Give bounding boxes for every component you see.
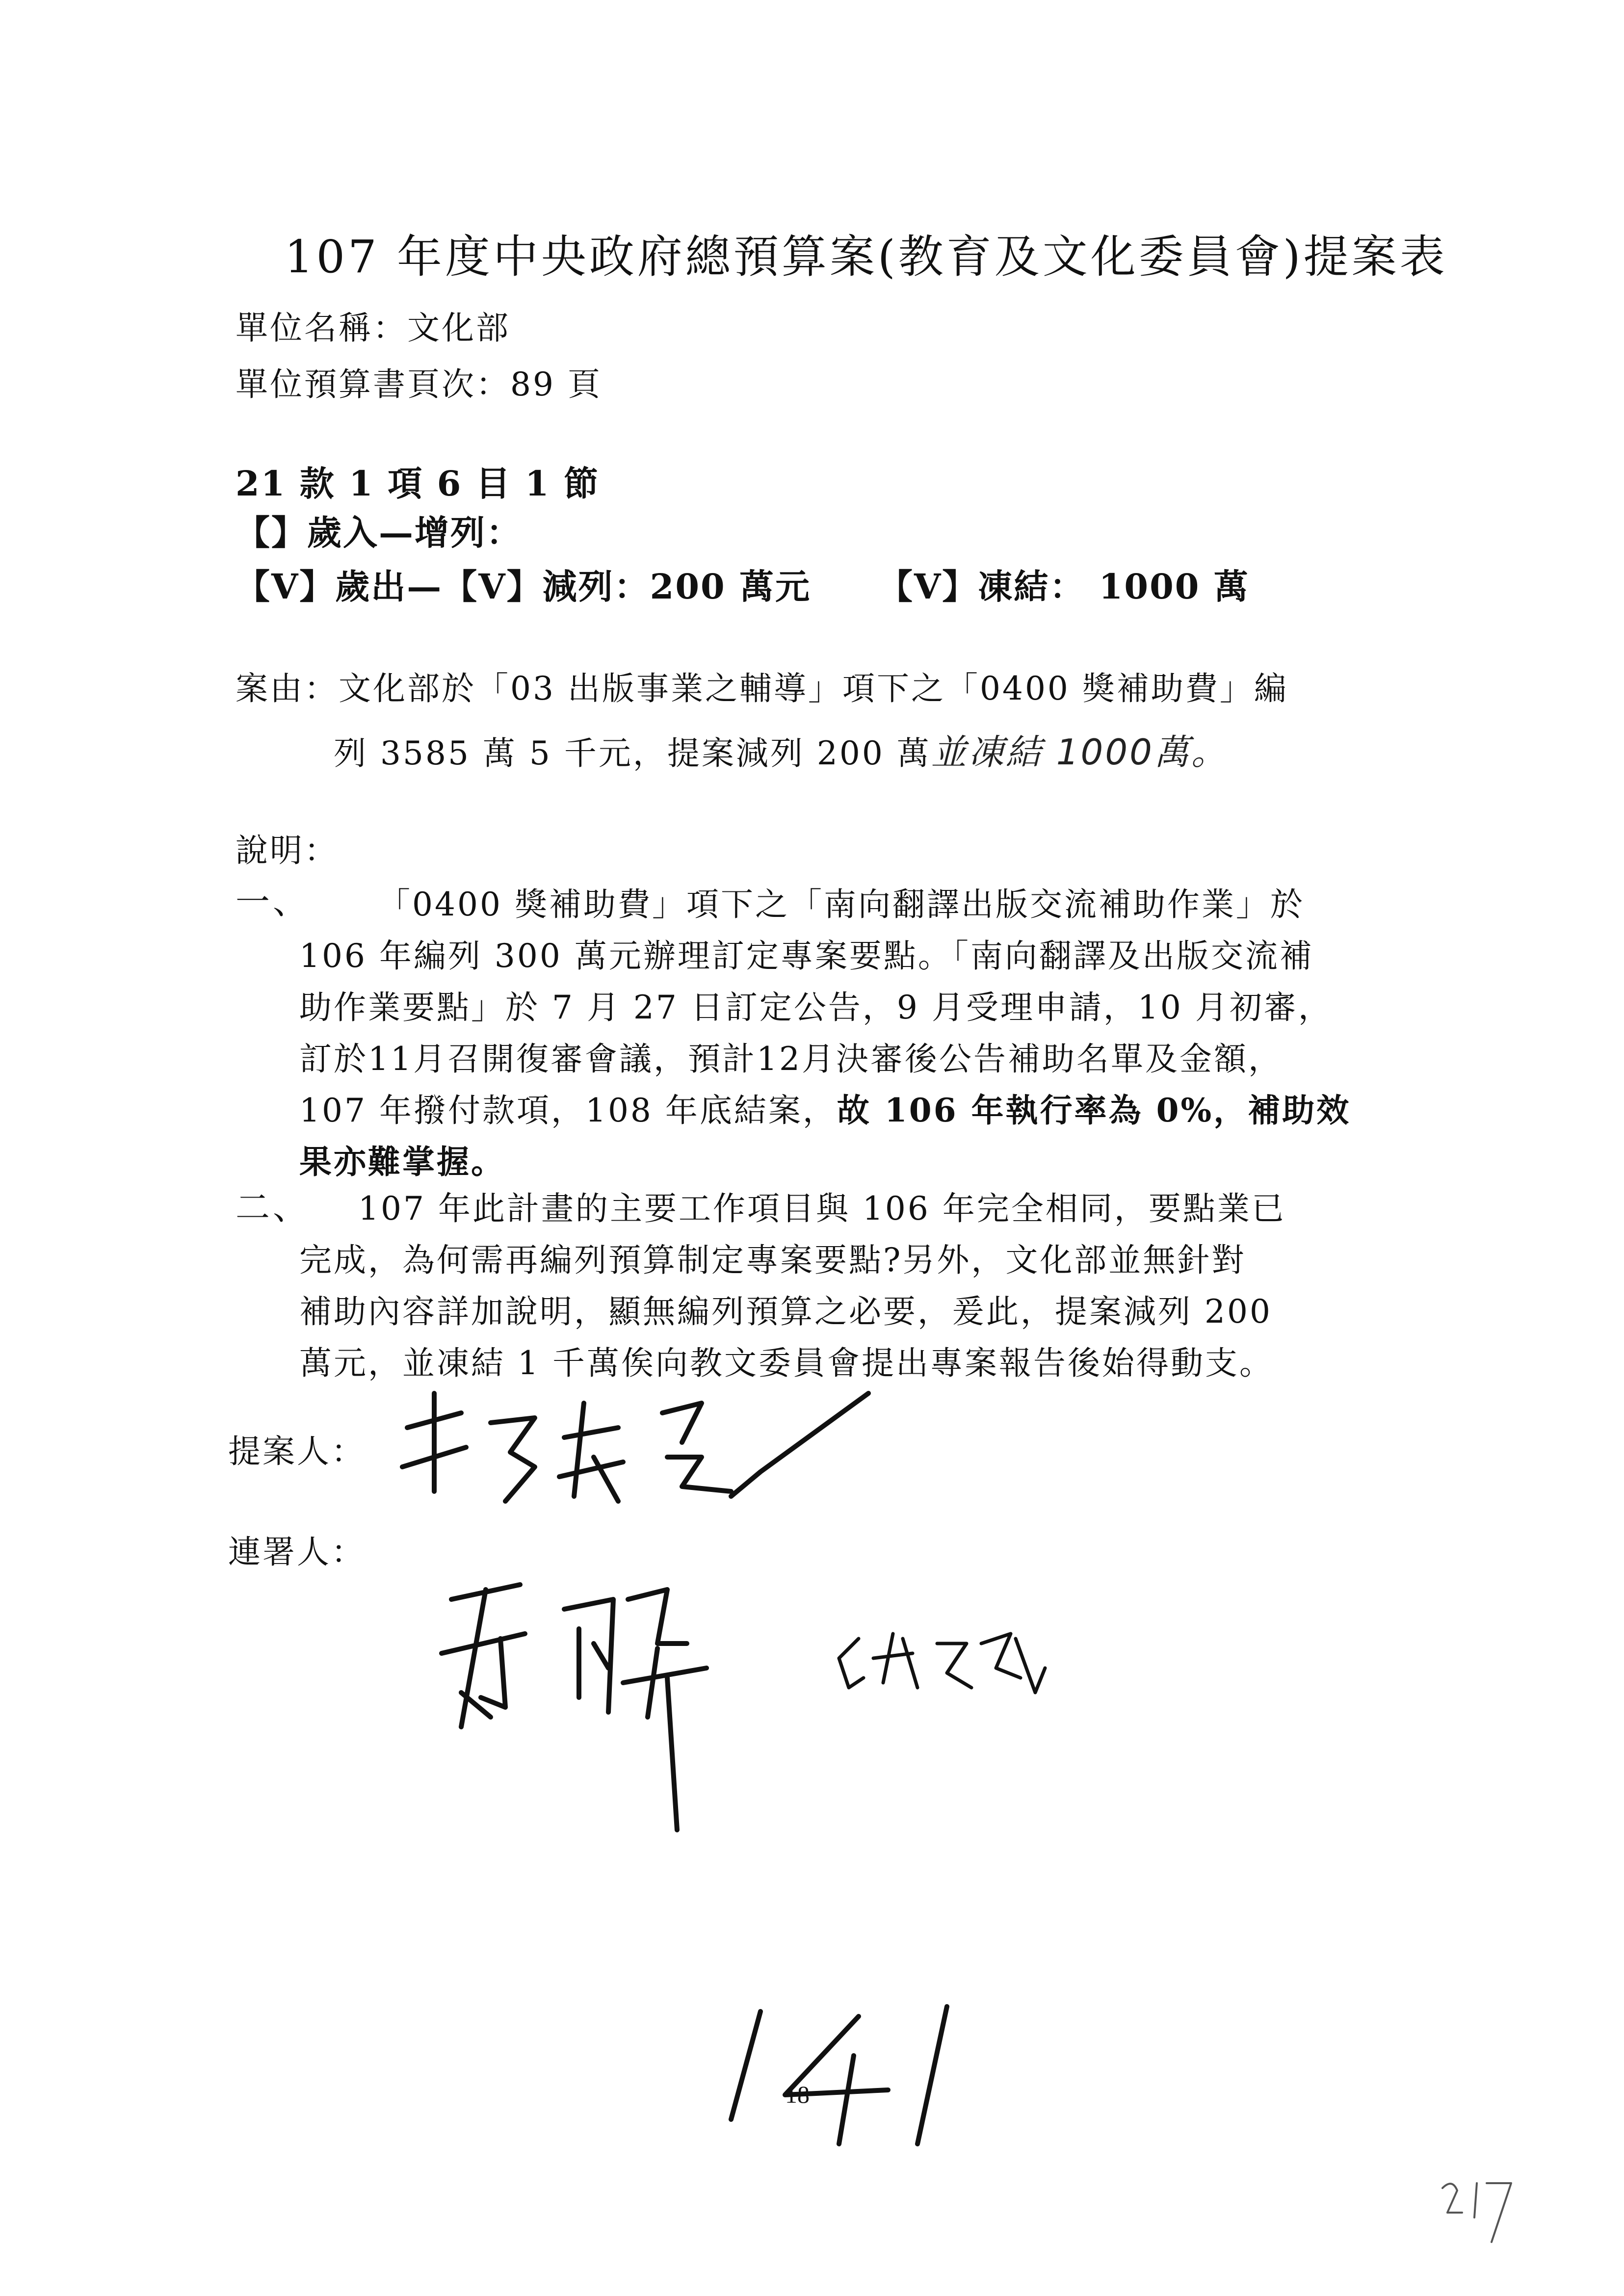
item-1-number: 一、	[236, 882, 310, 922]
cosigner-signatures	[432, 1570, 1217, 1845]
handwritten-page-number	[711, 1997, 1006, 2154]
reason-line-2	[334, 724, 1229, 775]
explanation-label: 說明：	[236, 832, 339, 869]
item-2-number: 二、	[236, 1187, 310, 1227]
item-1-line-5	[299, 1084, 1351, 1131]
handwritten-corner-number	[1438, 2168, 1536, 2267]
item-1-line-5-text: 107 年撥付款項，108 年底結案，	[299, 1092, 837, 1129]
item-1-line-4: 訂於11月召開復審會議，預計12月決審後公告補助名單及金額，	[299, 1040, 1283, 1078]
item-1-line-2: 106 年編列 300 萬元辦理訂定專案要點。「南向翻譯及出版交流補	[299, 937, 1314, 975]
item-2-line-1: 107 年此計畫的主要工作項目與 106 年完全相同，要點業已	[358, 1190, 1286, 1227]
reason-line-2-printed: 列 3585 萬 5 千元，提案減列 200 萬	[334, 734, 931, 772]
item-2-line-4: 萬元，並凍結 1 千萬俟向教文委員會提出專案報告後始得動支。	[299, 1344, 1274, 1382]
expenditure-line: 【V】歲出—【V】減列：200 萬元	[236, 566, 812, 607]
document-title: 107 年度中央政府總預算案(教育及文化委員會)提案表	[285, 231, 1448, 283]
cosigner-label: 連署人：	[228, 1533, 366, 1571]
reason-line-1: 案由：文化部於「03 出版事業之輔導」項下之「0400 獎補助費」編	[236, 670, 1288, 707]
item-2-line-3: 補助內容詳加說明，顯無編列預算之必要，爰此，提案減列 200	[299, 1293, 1272, 1331]
freeze-line: 【V】凍結： 1000 萬	[878, 566, 1250, 607]
proposer-signature	[388, 1383, 903, 1511]
revenue-line: 【】歲入—增列：	[236, 512, 522, 553]
account-code: 21 款 1 項 6 目 1 節	[236, 463, 600, 504]
item-1-line-1: 「0400 獎補助費」項下之「南向翻譯出版交流補助作業」於	[378, 886, 1305, 923]
budget-page: 單位預算書頁次：89 頁	[236, 365, 602, 403]
item-1-bold-line: 果亦難掌握。	[299, 1143, 505, 1181]
reason-handwritten-addition: 並凍結 1000萬。	[931, 731, 1229, 773]
item-2-line-2: 完成，為何需再編列預算制定專案要點?另外，文化部並無針對	[299, 1241, 1246, 1279]
proposer-label: 提案人：	[228, 1433, 366, 1470]
item-1-line-3: 助作業要點」於 7 月 27 日訂定公告，9 月受理申請，10 月初審，	[299, 989, 1333, 1026]
printed-page-number: 18	[785, 2081, 810, 2108]
item-1-bold-tail: 故 106 年執行率為 0%，補助效	[837, 1091, 1351, 1129]
unit-name: 單位名稱：文化部	[236, 309, 510, 347]
